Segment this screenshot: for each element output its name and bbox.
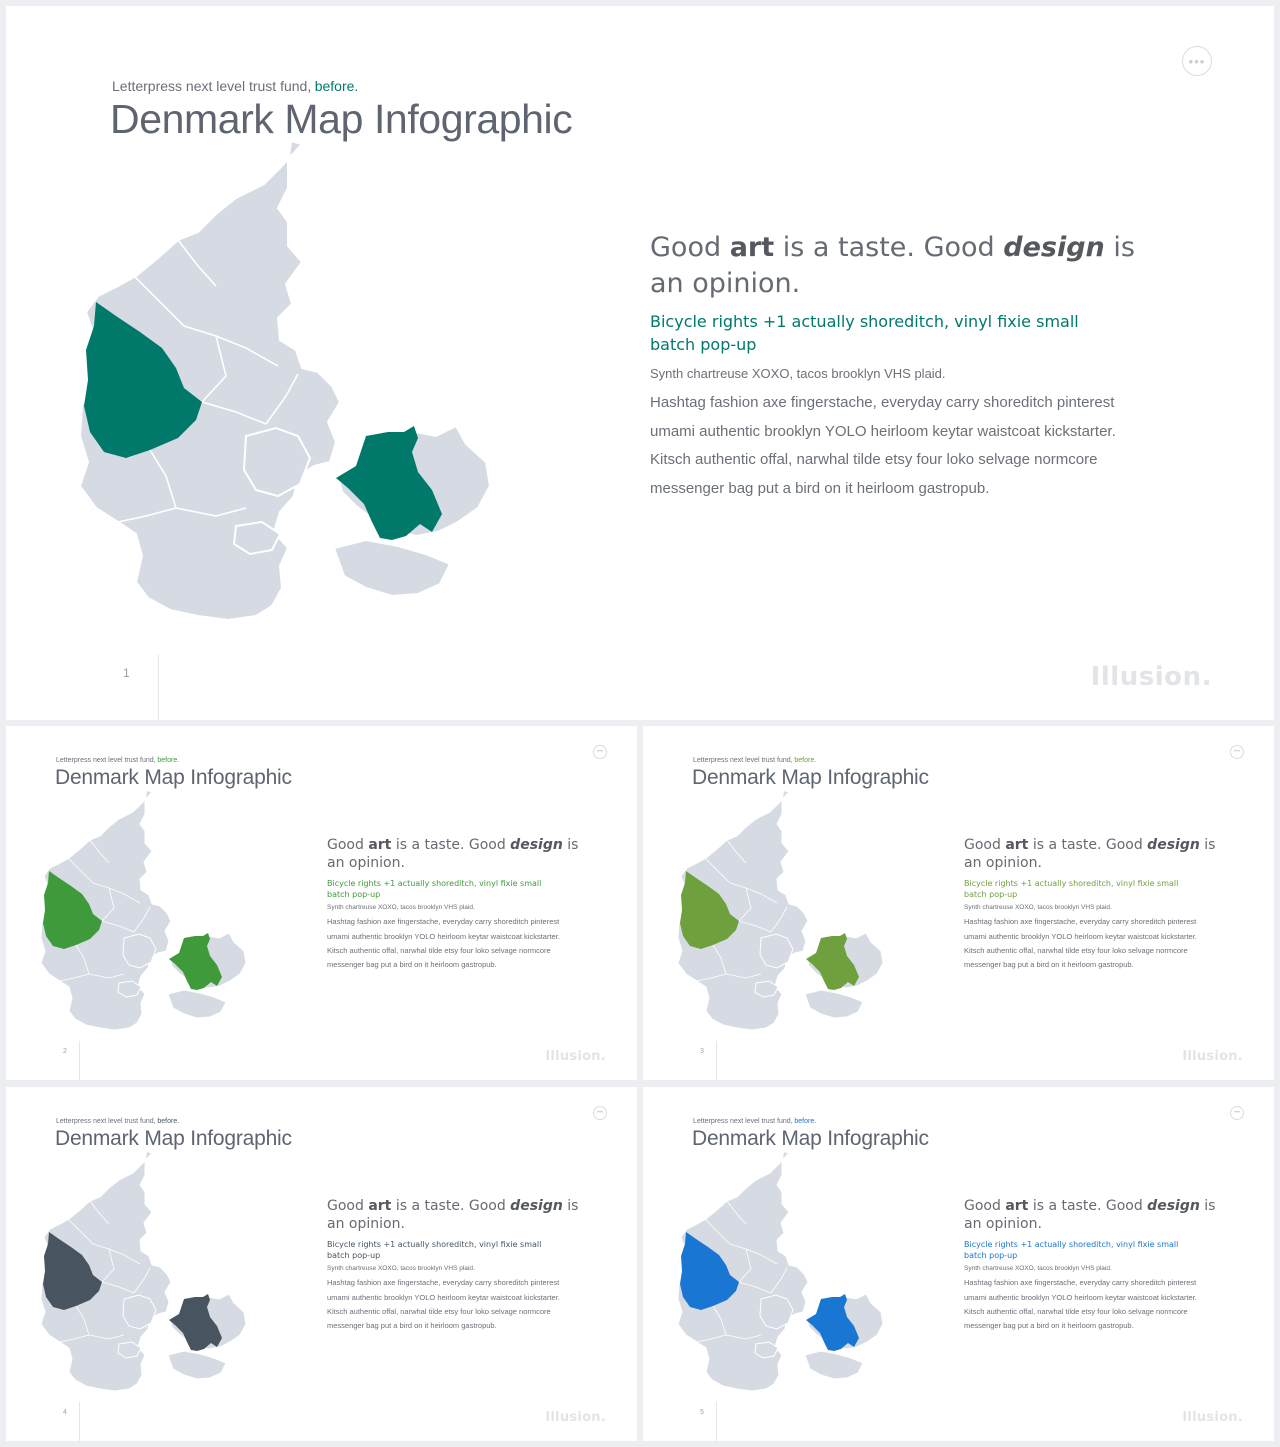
slide-3[interactable] (643, 726, 1274, 1080)
page-title: Denmark Map Infographic (692, 766, 929, 789)
slide-4[interactable] (6, 1087, 637, 1441)
lead-accent: before. (157, 1118, 180, 1125)
tagline: Synth chartreuse XOXO, tacos brooklyn VHS plaid. (327, 904, 475, 912)
brand-logo: Illusion. (1182, 1410, 1243, 1425)
headline: Good art is a taste. Good design is an opinion. (327, 837, 579, 872)
denmark-map (34, 1149, 264, 1414)
brand-logo: Illusion. (1182, 1049, 1243, 1064)
denmark-map (671, 1149, 901, 1414)
page-number: 5 (700, 1409, 704, 1416)
slide-2[interactable] (6, 726, 637, 1080)
divider (716, 1041, 717, 1080)
map-region-funen (760, 934, 793, 968)
page-number: 2 (63, 1048, 67, 1055)
divider (716, 1402, 717, 1441)
lead-text: Letterpress next level trust fund, before. (112, 78, 359, 94)
body-text: Hashtag fashion axe fingerstache, everyday carry shoreditch pinterest umami authentic brooklyn YOLO heirloom keytar waistcoat kickstarter. Kitsch authentic offal, narwhal tilde etsy four loko selvage normcore messenger bag put a bird on it heirloom gastropub. (964, 1278, 1197, 1330)
tagline: Synth chartreuse XOXO, tacos brooklyn VHS plaid. (964, 1265, 1112, 1273)
denmark-map-svg (671, 788, 901, 1053)
body-text: Hashtag fashion axe fingerstache, everyday carry shoreditch pinterest umami authentic brooklyn YOLO heirloom keytar waistcoat kickstarter. Kitsch authentic offal, narwhal tilde etsy four loko selvage normcore messenger bag put a bird on it heirloom gastropub. (964, 917, 1197, 969)
headline: Good art is a taste. Good design is an opinion. (327, 1198, 579, 1233)
lead-accent: before. (157, 757, 180, 764)
denmark-map (66, 136, 526, 666)
divider (158, 654, 159, 720)
more-horizontal-icon[interactable]: ••• (1230, 1106, 1244, 1120)
text-block (964, 836, 1224, 972)
body-text: Hashtag fashion axe fingerstache, everyday carry shoreditch pinterest umami authentic brooklyn YOLO heirloom keytar waistcoat kickstarter. Kitsch authentic offal, narwhal tilde etsy four loko selvage normcore messenger bag put a bird on it heirloom gastropub. (650, 394, 1116, 497)
lead-accent: before. (794, 757, 817, 764)
text-block (964, 1197, 1224, 1333)
denmark-map-svg (34, 1149, 264, 1414)
lead-text: Letterpress next level trust fund, before. (56, 1118, 180, 1125)
tagline: Synth chartreuse XOXO, tacos brooklyn VHS plaid. (650, 366, 946, 382)
lead-text: Letterpress next level trust fund, before. (693, 757, 817, 764)
slide-5[interactable] (643, 1087, 1274, 1441)
subtitle: Bicycle rights +1 actually shoreditch, vinyl fixie small batch pop-up (964, 1239, 1179, 1261)
divider (79, 1402, 80, 1441)
subtitle: Bicycle rights +1 actually shoreditch, vinyl fixie small batch pop-up (327, 878, 542, 900)
more-horizontal-icon[interactable]: ••• (593, 745, 607, 759)
map-region-funen (123, 1295, 156, 1329)
map-region-lolland (805, 990, 863, 1018)
slide-1[interactable] (6, 6, 1274, 720)
text-block (327, 1197, 587, 1333)
more-horizontal-icon[interactable]: ••• (1182, 46, 1212, 76)
headline: Good art is a taste. Good design is an opinion. (650, 232, 1135, 299)
page-number: 3 (700, 1048, 704, 1055)
more-horizontal-icon[interactable]: ••• (593, 1106, 607, 1120)
denmark-map (34, 788, 264, 1053)
map-region-funen (123, 934, 156, 968)
divider (79, 1041, 80, 1080)
lead-text: Letterpress next level trust fund, before. (56, 757, 180, 764)
page-title: Denmark Map Infographic (55, 1127, 292, 1150)
body-text: Hashtag fashion axe fingerstache, everyday carry shoreditch pinterest umami authentic brooklyn YOLO heirloom keytar waistcoat kickstarter. Kitsch authentic offal, narwhal tilde etsy four loko selvage normcore messenger bag put a bird on it heirloom gastropub. (327, 1278, 560, 1330)
denmark-map-svg (34, 788, 264, 1053)
tagline: Synth chartreuse XOXO, tacos brooklyn VHS plaid. (964, 904, 1112, 912)
denmark-map (671, 788, 901, 1053)
denmark-map-svg (66, 136, 526, 666)
page-number: 1 (123, 666, 130, 680)
text-block (650, 230, 1170, 503)
page-title: Denmark Map Infographic (692, 1127, 929, 1150)
map-region-funen (244, 428, 310, 496)
page-title: Denmark Map Infographic (110, 96, 573, 142)
map-region-lolland (168, 990, 226, 1018)
map-region-funen (760, 1295, 793, 1329)
headline: Good art is a taste. Good design is an opinion. (964, 837, 1216, 872)
text-block (327, 836, 587, 972)
brand-logo: Illusion. (545, 1049, 606, 1064)
map-region-lolland (805, 1351, 863, 1379)
headline: Good art is a taste. Good design is an opinion. (964, 1198, 1216, 1233)
more-horizontal-icon[interactable]: ••• (1230, 745, 1244, 759)
lead-accent: before. (794, 1118, 817, 1125)
subtitle: Bicycle rights +1 actually shoreditch, vinyl fixie small batch pop-up (650, 312, 1079, 354)
page-number: 4 (63, 1409, 67, 1416)
page-title: Denmark Map Infographic (55, 766, 292, 789)
lead-text: Letterpress next level trust fund, before. (693, 1118, 817, 1125)
brand-logo: Illusion. (1090, 662, 1212, 692)
tagline: Synth chartreuse XOXO, tacos brooklyn VHS plaid. (327, 1265, 475, 1273)
subtitle: Bicycle rights +1 actually shoreditch, vinyl fixie small batch pop-up (327, 1239, 542, 1261)
lead-accent: before. (314, 78, 359, 94)
subtitle: Bicycle rights +1 actually shoreditch, vinyl fixie small batch pop-up (964, 878, 1179, 900)
brand-logo: Illusion. (545, 1410, 606, 1425)
body-text: Hashtag fashion axe fingerstache, everyday carry shoreditch pinterest umami authentic brooklyn YOLO heirloom keytar waistcoat kickstarter. Kitsch authentic offal, narwhal tilde etsy four loko selvage normcore messenger bag put a bird on it heirloom gastropub. (327, 917, 560, 969)
denmark-map-svg (671, 1149, 901, 1414)
map-region-lolland (334, 540, 450, 596)
map-region-lolland (168, 1351, 226, 1379)
